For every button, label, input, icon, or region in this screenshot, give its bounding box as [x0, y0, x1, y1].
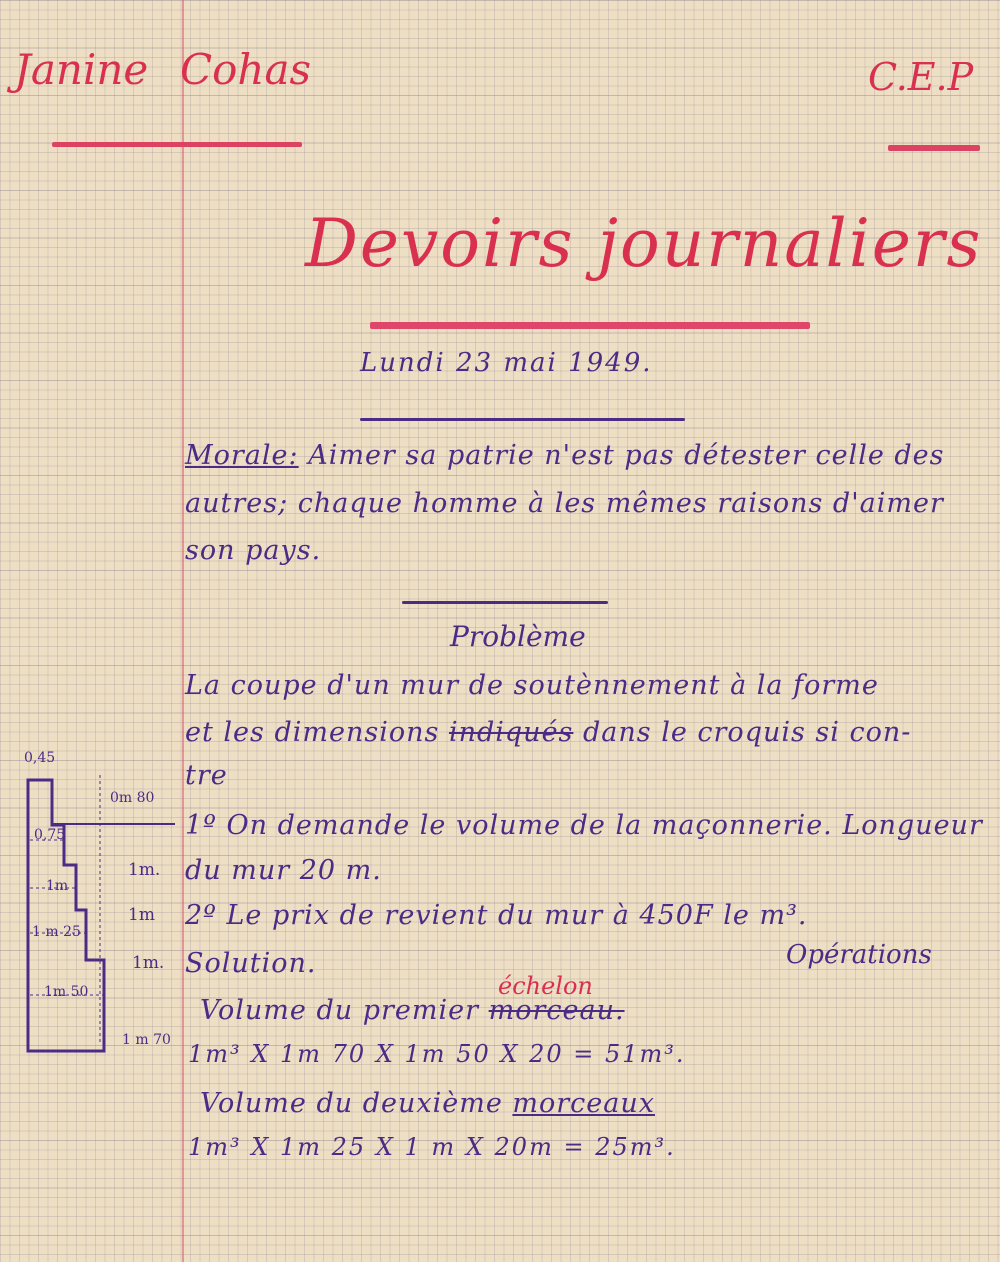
- sketch-label-top-height: 0m 80: [110, 790, 155, 806]
- wall-outline: [28, 780, 104, 1051]
- volume-1-struck: morceau.: [488, 995, 625, 1026]
- header-underline-left: [52, 142, 302, 147]
- date-line: Lundi 23 mai 1949.: [360, 348, 653, 378]
- volume-1-correction: échelon: [498, 972, 593, 1000]
- date-separator: [360, 418, 685, 421]
- sketch-label-h3: 1m.: [132, 953, 165, 973]
- question-2: 2º Le prix de revient du mur à 450F le m³.: [185, 900, 808, 931]
- student-last-name: Cohas: [180, 45, 312, 94]
- calculation-2: 1m³ X 1m 25 X 1 m X 20m = 25m³.: [188, 1133, 676, 1161]
- morale-text-1: Aimer sa patrie n'est pas détester celle des: [308, 440, 945, 471]
- margin-line: [182, 0, 184, 1262]
- header-underline-right: [888, 145, 980, 151]
- sketch-label-top-width: 0,45: [24, 750, 56, 766]
- problem-separator: [402, 601, 608, 604]
- sketch-label-h2: 1m: [128, 905, 155, 925]
- sketch-label-h4: 1 m 70: [122, 1032, 171, 1048]
- wall-sketch: [0, 745, 200, 1065]
- sketch-label-step3: 1 m 25: [32, 924, 81, 940]
- sketch-label-step2: 1m: [46, 878, 69, 894]
- student-first-name: Janine: [14, 45, 149, 94]
- class-label: C.E.P: [868, 55, 974, 99]
- solution-label: Solution.: [185, 948, 317, 979]
- problem-line-2a: et les dimensions: [185, 717, 440, 748]
- morale-line-1: [185, 440, 945, 471]
- volume-1-prefix: Volume du premier: [200, 995, 480, 1026]
- question-1a: 1º On demande le volume de la maçonnerie. Longueur: [185, 810, 983, 841]
- problem-line-3: tre: [185, 760, 228, 791]
- morale-label: Morale:: [185, 440, 299, 471]
- page-title: Devoirs journaliers: [305, 205, 983, 282]
- sketch-label-step1: 0,75: [34, 827, 66, 843]
- problem-line-2-struck: indiqués: [448, 717, 574, 748]
- sketch-label-step4: 1m 50: [44, 984, 89, 1000]
- problem-line-2: [185, 717, 911, 748]
- problem-heading: Problème: [450, 620, 586, 653]
- calculation-1: 1m³ X 1m 70 X 1m 50 X 20 = 51m³.: [188, 1040, 686, 1068]
- volume-2-struck: morceaux: [512, 1088, 655, 1119]
- problem-line-1: La coupe d'un mur de soutènnement à la forme: [185, 670, 879, 701]
- question-1b: du mur 20 m.: [185, 855, 382, 886]
- morale-line-2: autres; chaque homme à les mêmes raisons d'aimer: [185, 488, 944, 519]
- volume-1-line: [200, 995, 625, 1026]
- sketch-label-h1: 1m.: [128, 860, 161, 880]
- morale-line-3: son pays.: [185, 535, 322, 566]
- problem-line-2b: dans le croquis si con-: [583, 717, 912, 748]
- volume-2-prefix: Volume du deuxième: [200, 1088, 503, 1119]
- operations-label: Opérations: [786, 940, 932, 970]
- title-underline: [370, 322, 810, 329]
- volume-2-line: [200, 1088, 655, 1119]
